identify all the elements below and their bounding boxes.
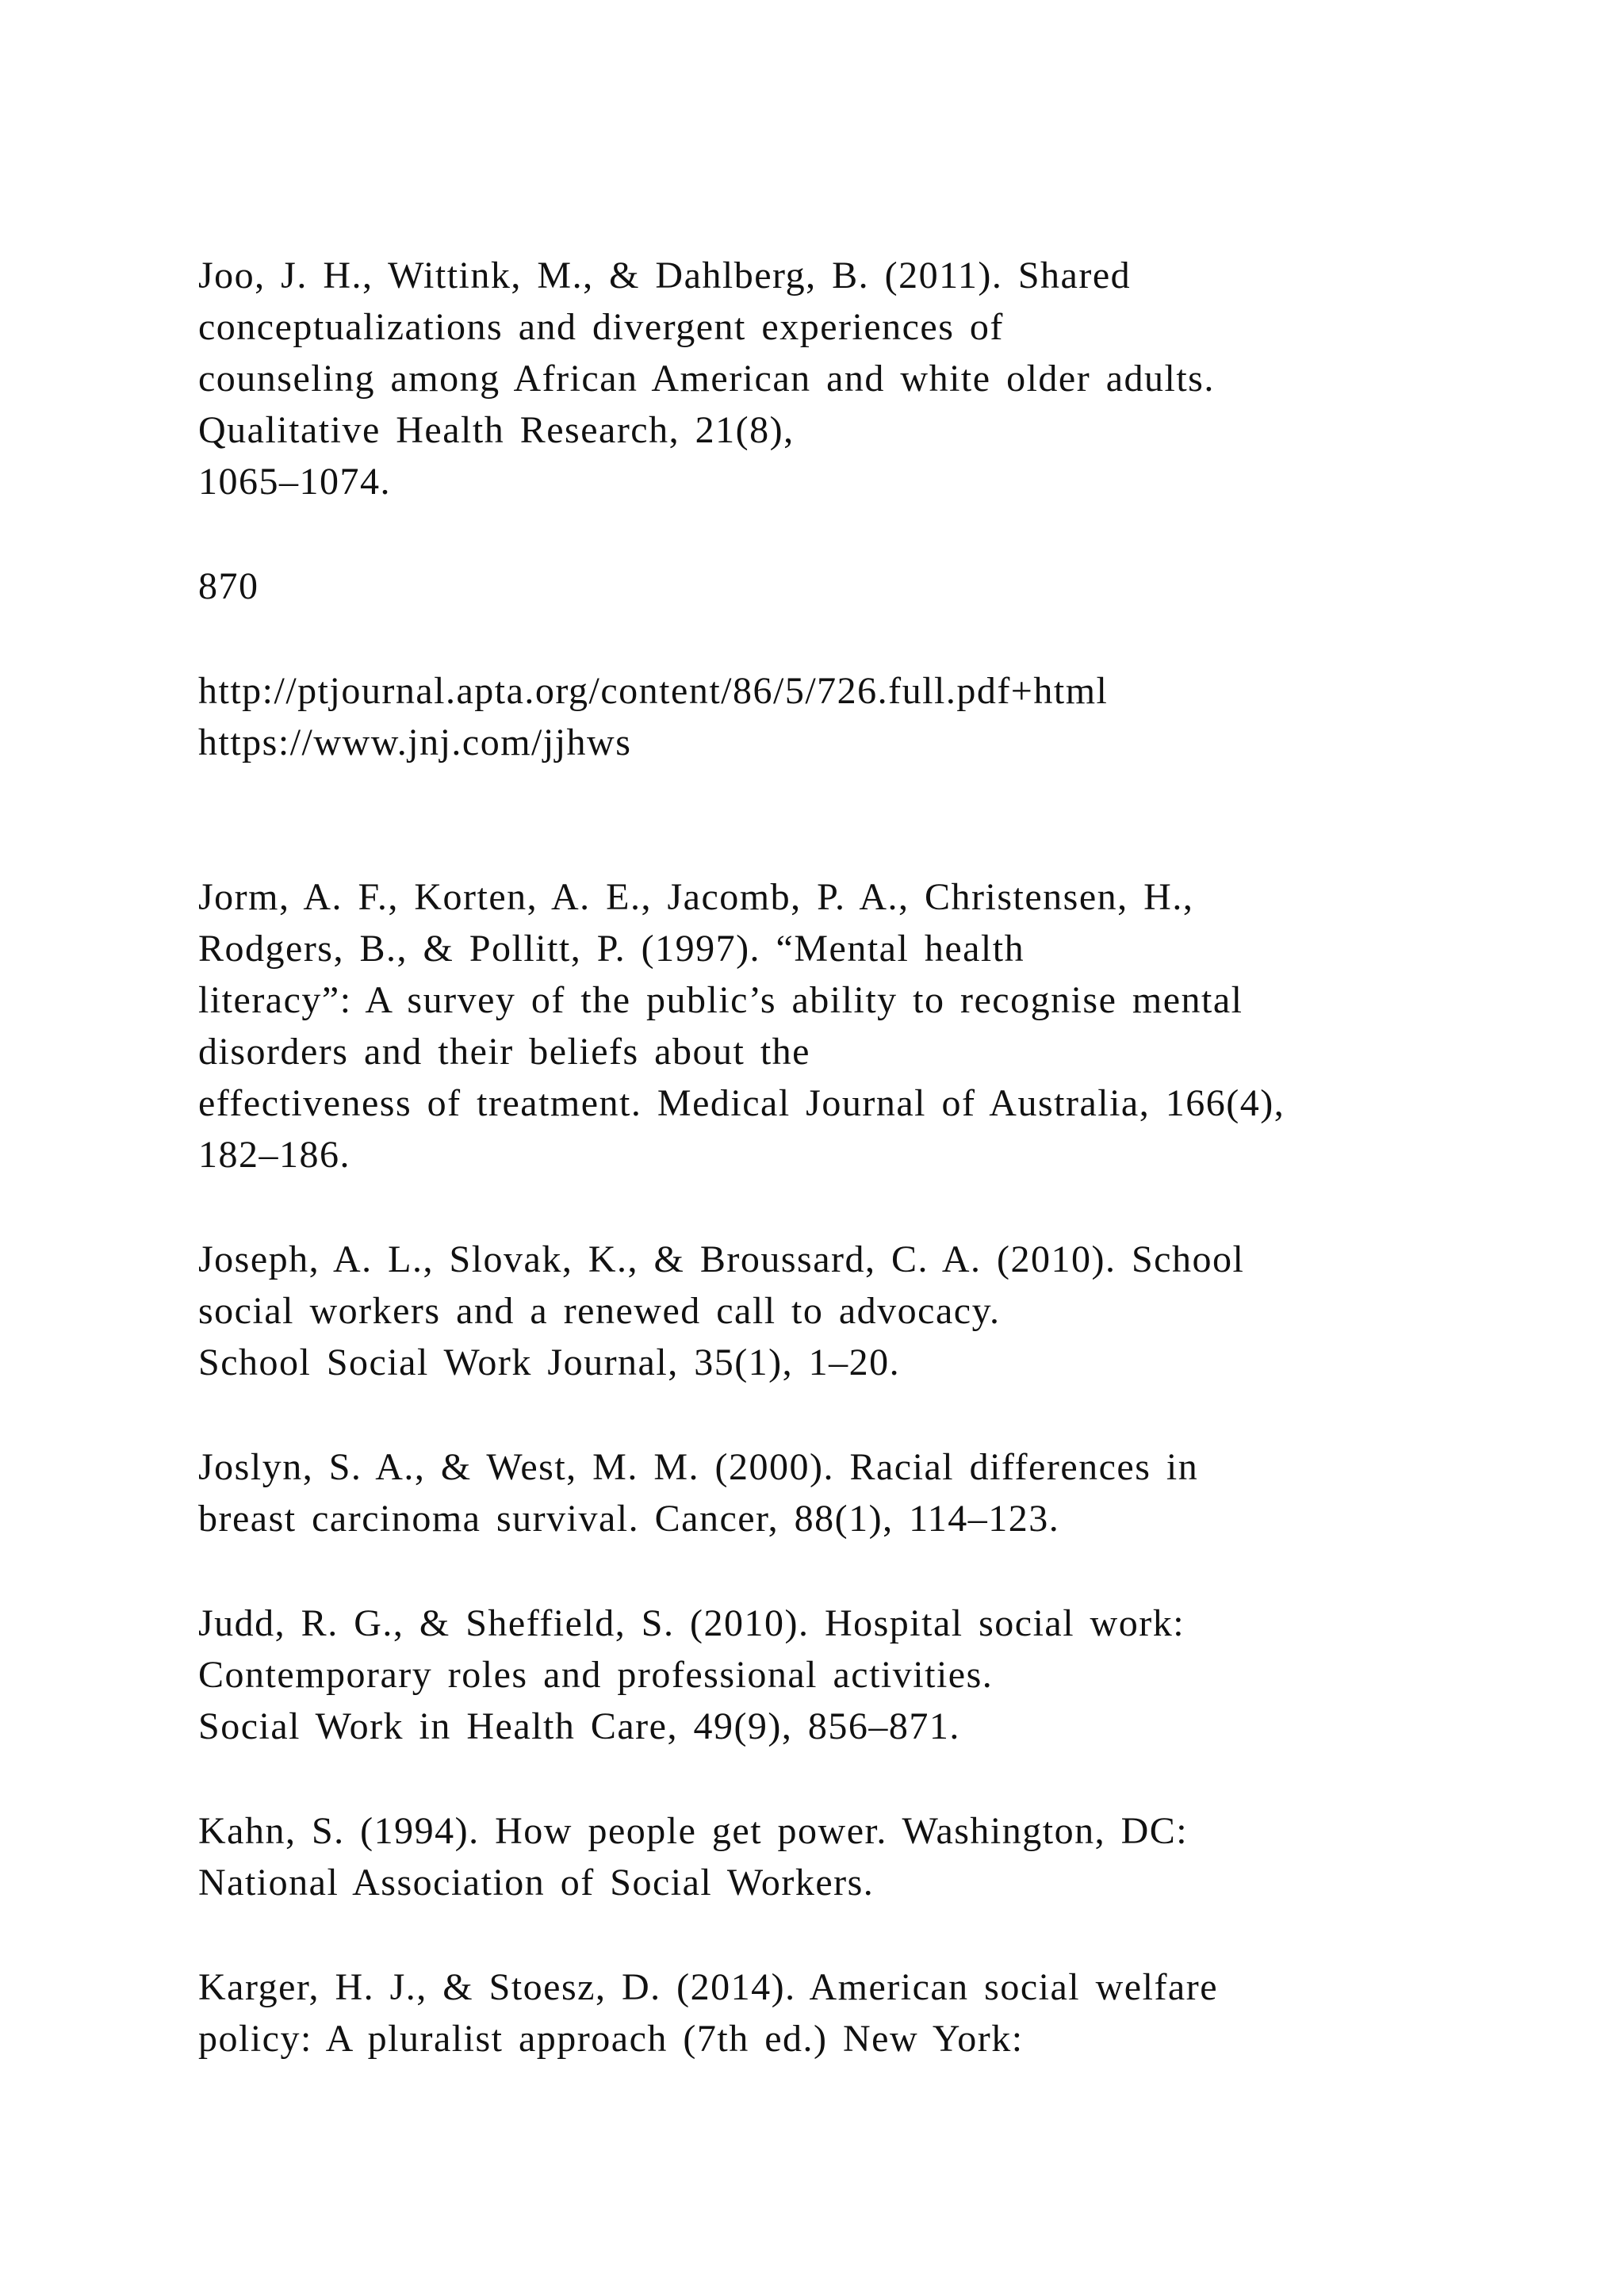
reference-entry-kahn (198, 1805, 1546, 1908)
reference-line: conceptualizations and divergent experiences of (198, 306, 1004, 348)
reference-line: Karger, H. J., & Stoesz, D. (2014). American social welfare (198, 1966, 1219, 2008)
reference-line: effectiveness of treatment. Medical Journal of Australia, 166(4), (198, 1082, 1285, 1124)
reference-line: Jorm, A. F., Korten, A. E., Jacomb, P. A., Christensen, H., (198, 876, 1194, 918)
reference-line: Qualitative Health Research, 21(8), (198, 409, 795, 451)
reference-entry-joo (198, 250, 1546, 507)
reference-line: Joslyn, S. A., & West, M. M. (2000). Racial differences in (198, 1446, 1199, 1488)
reference-line: policy: A pluralist approach (7th ed.) New York: (198, 2018, 1024, 2060)
reference-line: breast carcinoma survival. Cancer, 88(1), 114–123. (198, 1498, 1060, 1540)
reference-line: Joo, J. H., Wittink, M., & Dahlberg, B. (2011). Shared (198, 254, 1132, 297)
reference-line: 182–186. (198, 1134, 350, 1176)
reference-entry-joslyn (198, 1441, 1546, 1544)
reference-line: National Association of Social Workers. (198, 1862, 875, 1904)
reference-line: counseling among African American and white older adults. (198, 358, 1215, 400)
reference-line: Judd, R. G., & Sheffield, S. (2010). Hospital social work: (198, 1602, 1185, 1644)
reference-line: School Social Work Journal, 35(1), 1–20. (198, 1341, 901, 1383)
reference-entry-judd (198, 1598, 1546, 1752)
reference-line: disorders and their beliefs about the (198, 1031, 810, 1073)
page-number: 870 (198, 565, 259, 607)
url-list (198, 665, 1546, 768)
reference-line: Contemporary roles and professional activities. (198, 1654, 994, 1696)
reference-line: 1065–1074. (198, 461, 391, 503)
reference-line: Rodgers, B., & Pollitt, P. (1997). “Mental health (198, 928, 1025, 970)
reference-line: Social Work in Health Care, 49(9), 856–871. (198, 1705, 960, 1747)
reference-line: social workers and a renewed call to advocacy. (198, 1290, 1001, 1332)
reference-entry-karger (198, 1961, 1546, 2064)
url-link[interactable]: https://www.jnj.com/jjhws (198, 721, 632, 763)
reference-line: literacy”: A survey of the public’s ability to recognise mental (198, 979, 1243, 1021)
reference-entry-joseph (198, 1234, 1546, 1388)
reference-entry-jorm (198, 871, 1546, 1181)
reference-page (198, 250, 1546, 2064)
reference-line: Joseph, A. L., Slovak, K., & Broussard, C. A. (2010). School (198, 1238, 1245, 1280)
reference-line: Kahn, S. (1994). How people get power. Washington, DC: (198, 1810, 1189, 1852)
url-link[interactable]: http://ptjournal.apta.org/content/86/5/726.full.pdf+html (198, 670, 1109, 712)
